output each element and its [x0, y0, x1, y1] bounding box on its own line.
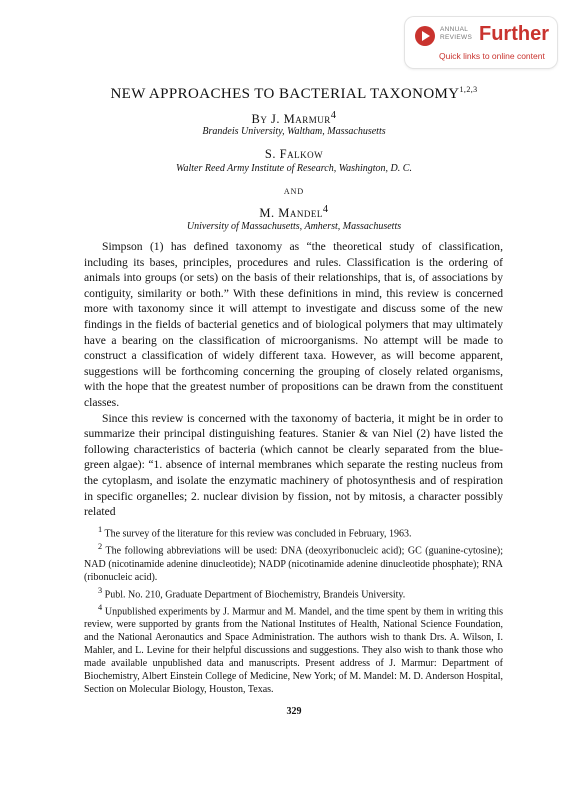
- paragraph-1: Simpson (1) has defined taxonomy as “the theoretical study of classification, including its bases, principles, procedures and rules. Classification is the ordering of animals into groups (or sets) on the basis of their relationships, that is, of associations by contiguity, similarity or both.” With these definitions in mind, this review is concerned more with taxonomy since it will attempt to investigate and discuss some of the new findings in the fields of bacterial genetics and of biological polymers that may ultimately have a bearing on the classification of microorganisms. No attempt will be made to construct a classification of widely different taxa. However, as will become apparent, suggestions will be forthcoming concerning the grouping of closely related organisms, with the hope that the greatest number of propositions can be drawn from the constituent classes.: [84, 240, 503, 409]
- paragraph-2: Since this review is concerned with the taxonomy of bacteria, it might be in order to summarize their principal distinguishing features. Stanier & van Niel (2) have listed the following characteristics of bacteria (which cannot be clearly separated from the blue-green algae): “1. absence of internal membranes which separate the resting nucleus from the cytoplasm, and isolate the enzymatic machinery of photosynthesis and of respiration in specific organelles; 2. nuclear division by fission, not by mitosis, a character possibly related: [84, 411, 503, 519]
- brand-name: ANNUAL REVIEWS: [440, 26, 473, 41]
- author-1-affiliation: Brandeis University, Waltham, Massachusetts: [202, 126, 386, 137]
- annual-reviews-logo-icon: [415, 26, 435, 46]
- footnote-2: $^2$ The following abbreviations will be used: DNA (deoxyribonucleic acid); GC (guanine-cytosine); NAD (nicotinamide adenine dinucleotide); NADP (nicotinamide adenine dinucleotide phosphate); RNA (ribonucleic acid).: [84, 542, 503, 583]
- title-footnote-marks: 1,2,3: [459, 85, 478, 94]
- and-separator: AND: [283, 187, 305, 196]
- further-label: Further: [479, 23, 549, 45]
- author-3-affiliation: University of Massachusetts, Amherst, Massachusetts: [186, 221, 402, 232]
- article-title: NEW APPROACHES TO BACTERIAL TAXONOMY$^{1,2,3}$: [110, 85, 478, 102]
- footnotes: [84, 523, 503, 696]
- further-banner[interactable]: [405, 17, 557, 68]
- author-3: M. Mandel$^4$: [259, 204, 329, 221]
- footnote-3: $^3$ Publ. No. 210, Graduate Department of Biochemistry, Brandeis University.: [98, 585, 406, 600]
- footnote-1: $^1$ The survey of the literature for this review was concluded in February, 1963.: [98, 525, 412, 540]
- author-2-affiliation: Walter Reed Army Institute of Research, Washington, D. C.: [176, 163, 412, 174]
- author-2: S. Falkow: [264, 147, 324, 161]
- author-1: By J. Marmur$^4$: [251, 110, 337, 127]
- page-number: 329: [286, 706, 302, 717]
- footnote-4: $^4$ Unpublished experiments by J. Marmur and M. Mandel, and the time spent by them in writing this review, were supported by grants from the National Institutes of Health, National Science Foundation, and the National Aeronautics and Space Administration. The authors wish to thank Drs. A. Wilson, I. Mahler, and L. Levine for their helpful discussions and suggestions. They also wish to thank those who made available unpublished data and manuscripts. Present address of J. Marmur: Department of Biochemistry, Albert Einstein College of Medicine, New York; of M. Mandel: M. D. Anderson Hospital, Section on Molecular Biology, Houston, Texas.: [84, 602, 503, 696]
- quick-links-tagline[interactable]: Quick links to online content: [439, 51, 545, 61]
- article-body: [84, 239, 503, 520]
